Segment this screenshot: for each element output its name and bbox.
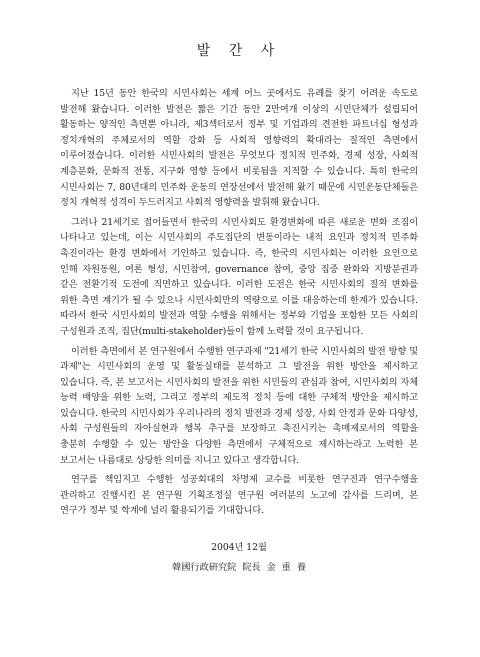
publication-date: 2004년 12월 bbox=[211, 542, 267, 554]
paragraph-2: 그러나 21세기로 접어들면서 한국의 시민사회도 환경변화에 따른 새로운 변화 조짐이 나타나고 있는데, 이는 시민사회의 주도집단의 변동이라는 내적 요인과 정치적 민주화 촉진이라는 환경 변화에서 기인하고 있습니다. 즉, 한국의 시민사회는 이러한 요인으로 인해 자원동원, 여론 형성, 시민참여, governance 참여, 중앙 집중 완화와 지방분권과 같은 전환기적 도전에 직면하고 있습니다. 이러한 도전은 한국 시민사회의 질적 변화를 위한 측면 계기가 될 수 있으나 시민사회만의 역량으로 이를 대응하는데 한계가 있습니다. 따라서 한국 시민사회의 발전과 역할 수행을 위해서는 정부와 기업을 포함한 모든 사회의 구성원과 조직, 집단(multi-stakeholder)들이 함께 노력할 것이 요구됩니다. bbox=[60, 216, 418, 337]
paragraph-4: 연구를 책임지고 수행한 성공회대의 차명제 교수를 비롯한 연구진과 연구수행을 관리하고 진행시킨 본 연구원 기획조정실 연구원 여러분의 노고에 감사를 드리며, 본 연구가 정부 및 학계에 널리 활용되기를 기대합니다. bbox=[60, 474, 418, 517]
author-signature: 韓國行政硏究院 院長 金 重 養 bbox=[172, 562, 306, 574]
paragraph-3: 이러한 측면에서 본 연구원에서 수행한 연구과제 "21세기 한국 시민사회의 발전 방향 및 과제"는 시민사회의 운영 및 활동실태를 분석하고 그 발전을 위한 방안을 제시하고 있습니다. 즉, 본 보고서는 시민사회의 발전을 위한 시민들의 관심과 참여, 시민사회의 자체 능력 배양을 위한 노력, 그리고 정부의 제도적 정치 등에 대한 구체적 방안을 제시하고 있습니다. 한국의 시민사회가 우리나라의 정치 발전과 경제 성장, 사회 안정과 문화 다양성, 사회 구성원들의 자아실현과 행복 추구를 보장하고 촉진시키는 촉매제로서의 역할을 충분히 수행할 수 있는 방안을 다양한 측면에서 구체적으로 제시하는라고 노력한 본 보고서는 나름대로 상당한 의미를 지니고 있다고 생각합니다. bbox=[60, 345, 418, 466]
paragraph-1: 지난 15년 동안 한국의 시민사회는 세계 어느 곳에서도 유례를 찾기 어려운 속도로 발전해 왔습니다. 이러한 발전은 짧은 기간 동안 2만여개 이상의 시민단체가 설립되어 활동하는 양적인 측면뿐 아니라, 제3섹터로서 정부 및 기업과의 견전한 파트너십 형성과 정치개혁의 주체로서의 역할 강화 등 사회적 영향력의 확대라는 질적인 측면에서 이루어졌습니다. 이러한 시민사회의 발전은 무엇보다 정치적 민주화, 경제 성장, 사회적 계층분화, 문화적 전통, 지구화 영향 등에서 비롯됨을 지적할 수 있습니다. 특히 한국의 시민사회는 7, 80년대의 민주화 운동의 연장선에서 발전해 왔기 때문에 시민운동단체들은 정치 개혁적 성격이 두드러지고 사회적 영향력을 발휘해 왔습니다. bbox=[60, 88, 418, 209]
page-title: 발 간 사 bbox=[196, 43, 282, 59]
